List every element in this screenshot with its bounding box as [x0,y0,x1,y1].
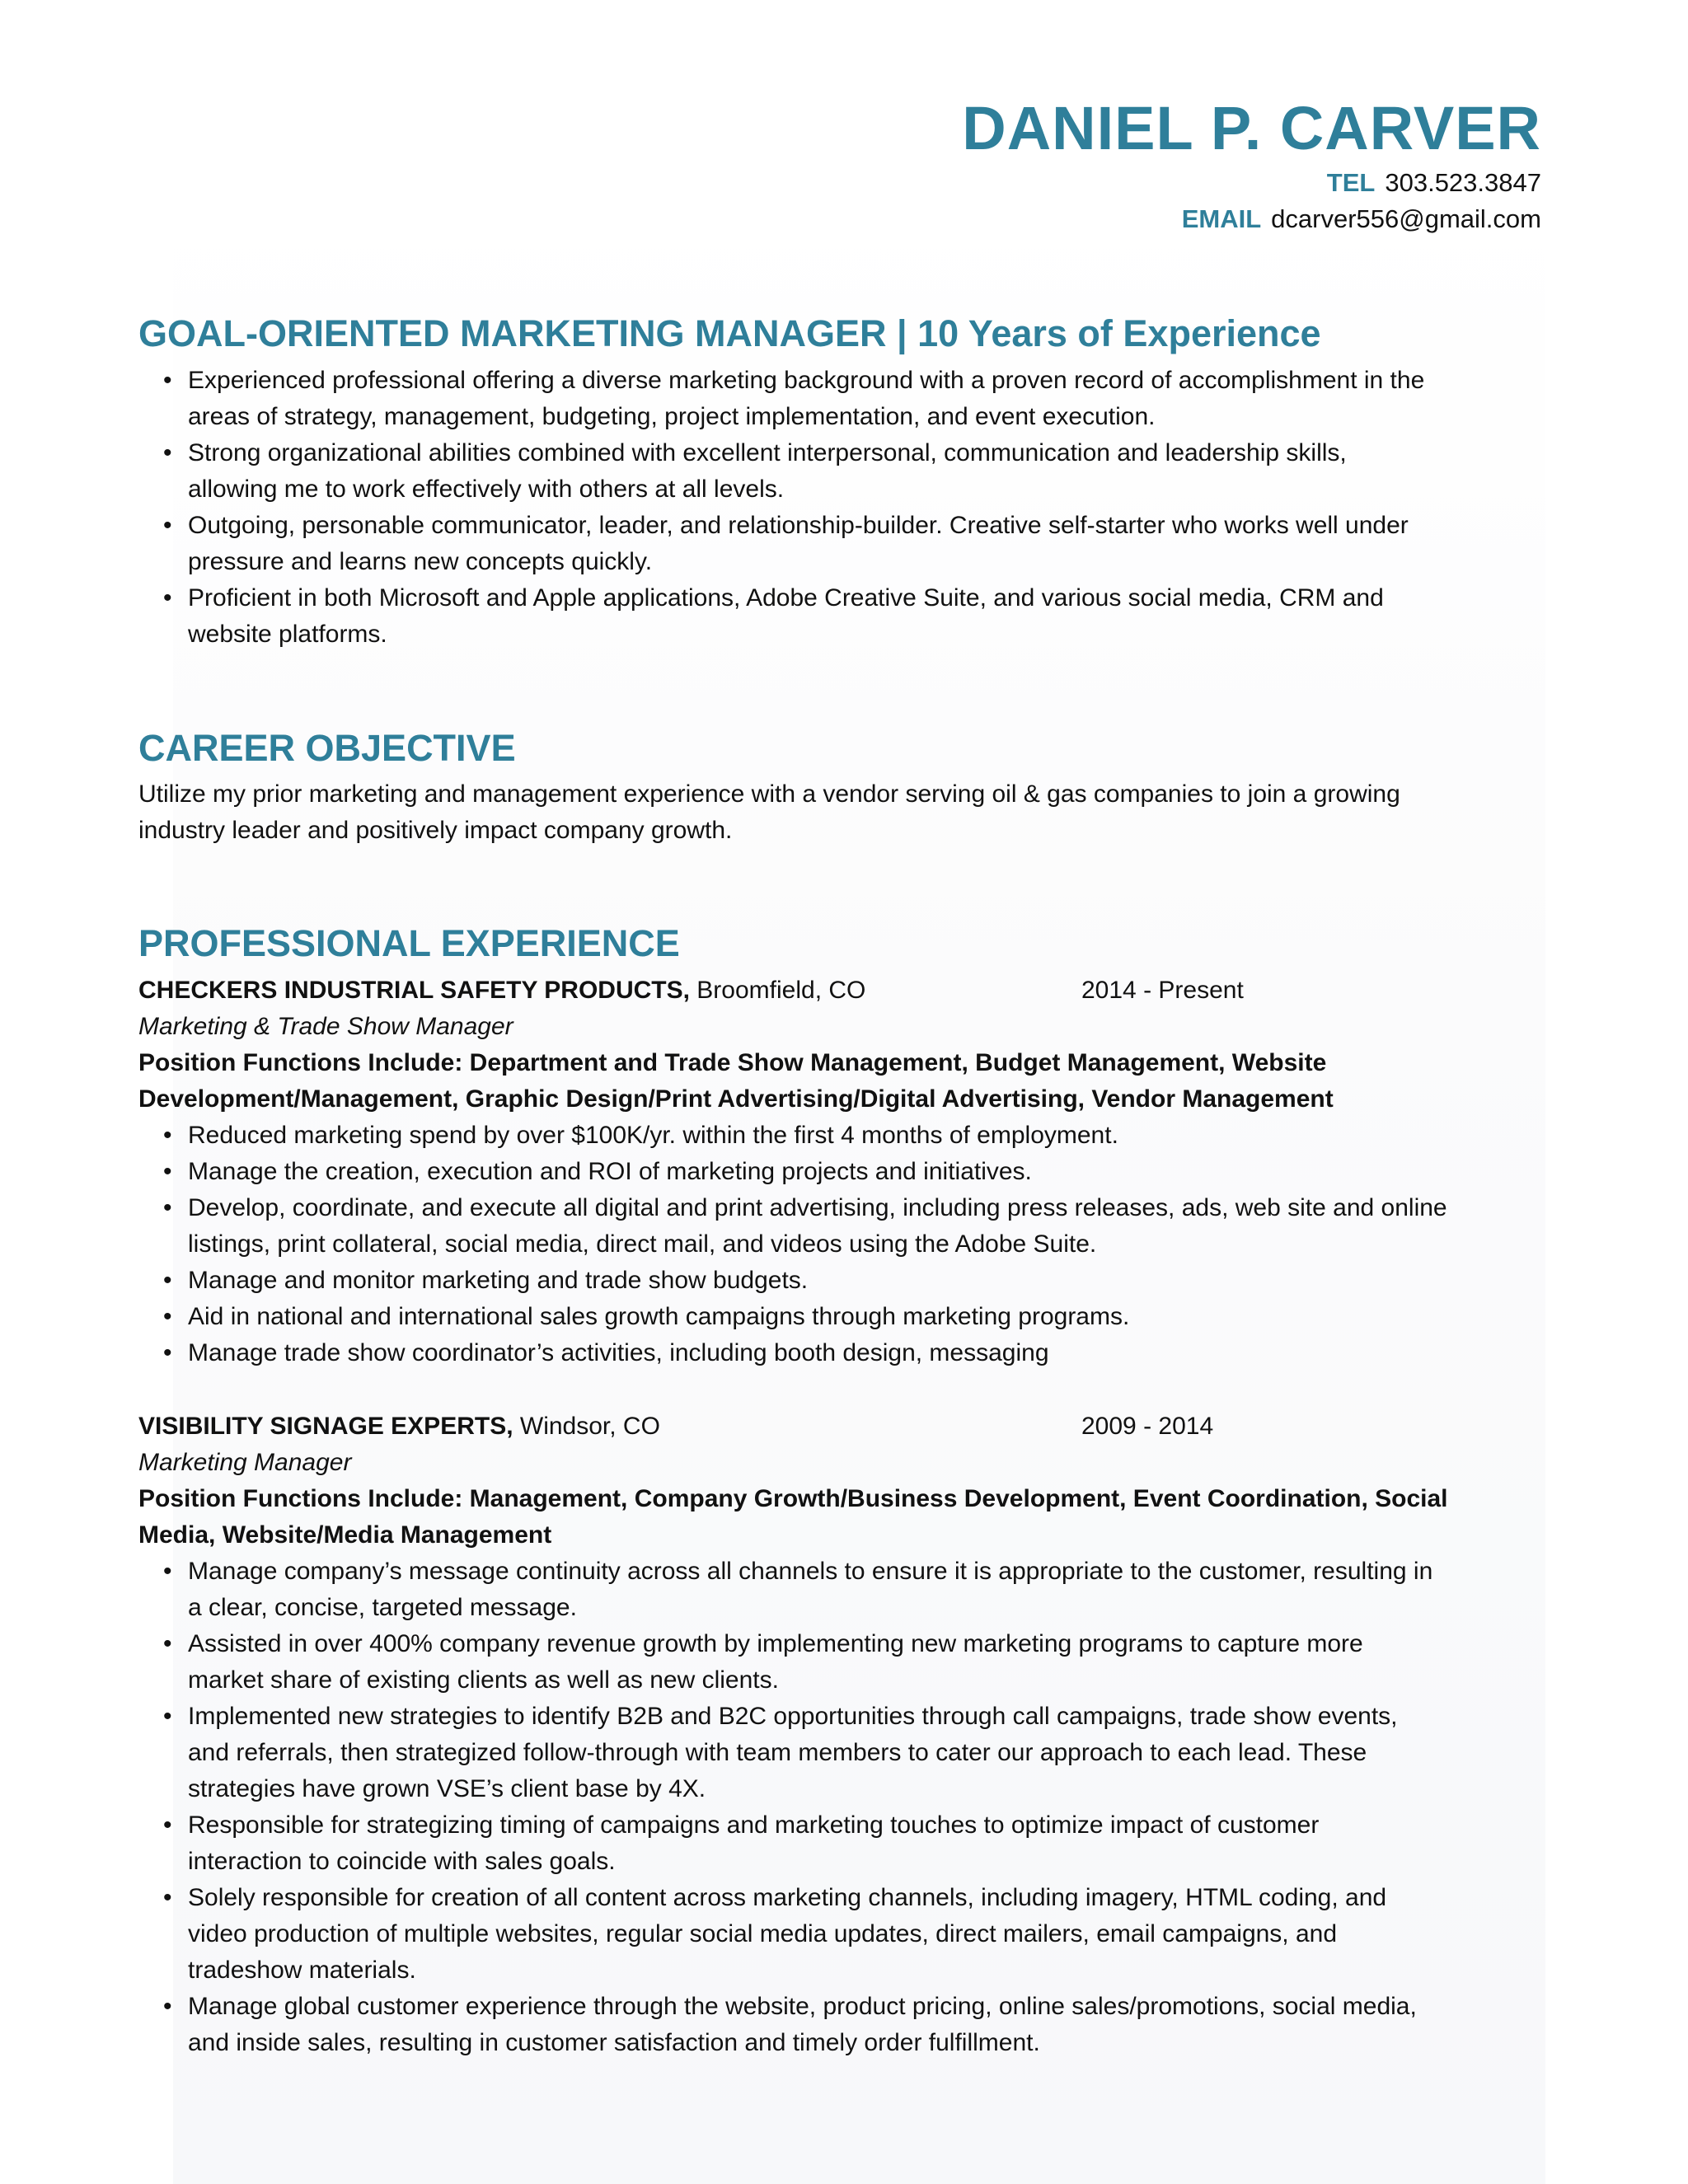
job-title: Marketing Manager [138,1449,352,1476]
summary-heading: GOAL-ORIENTED MARKETING MANAGER | 10 Years of Experience [138,312,1321,354]
list-item: • Responsible for strategizing timing of campaigns and marketing touches to optimize impact of customer interaction to coincide with sales goals. [188,1807,1548,1880]
job-location: Broomfield, CO [696,977,866,1004]
job-dates: 2009 - 2014 [1081,1413,1214,1440]
list-item: • Strong organizational abilities combined with excellent interpersonal, communication and leadership skills, allowing me to work effectively with others at all levels. [188,435,1548,508]
list-item: • Implemented new strategies to identify B2B and B2C opportunities through call campaigns, trade show events, and referrals, then strategized follow-through with team members to cater our approach to each lead. These strategies have grown VSE’s client base by 4X. [188,1699,1548,1807]
objective-text: Utilize my prior marketing and management experience with a vendor serving oil & gas companies to join a growing industry leader and positively impact company growth. [138,780,1400,844]
list-item: • Manage the creation, execution and ROI of marketing projects and initiatives. [188,1154,1548,1190]
phone-value: 303.523.3847 [1385,168,1541,197]
list-item: • Manage and monitor marketing and trade show budgets. [188,1263,1548,1299]
job-location: Windsor, CO [519,1413,660,1440]
list-item: • Develop, coordinate, and execute all digital and print advertising, including press releases, ads, web site and online listings, print collateral, social media, direct mail, and videos using the Adobe Suite. [188,1190,1548,1263]
job-header [138,972,1556,1009]
job-dates: 2014 - Present [1081,977,1244,1004]
job-functions: Position Functions Include: Department and Trade Show Management, Budget Management, Website Development/Management, Graphic Design/Print Advertising/Digital Advertising, Vendor Management [138,1049,1334,1113]
email-line [635,201,1541,237]
list-item: • Aid in national and international sales growth campaigns through marketing programs. [188,1299,1548,1335]
list-item: • Experienced professional offering a diverse marketing background with a proven record of accomplishment in the areas of strategy, management, budgeting, project implementation, and event execution. [188,363,1548,435]
job-duties-list [188,1118,1548,1371]
job-header [138,1408,1556,1445]
objective-heading: CAREER OBJECTIVE [138,727,516,769]
resume-header [635,92,1541,237]
list-item: • Manage trade show coordinator’s activities, including booth design, messaging [188,1335,1548,1371]
list-item: • Proficient in both Microsoft and Apple applications, Adobe Creative Suite, and various social media, CRM and website platforms. [188,580,1548,653]
candidate-name: DANIEL P. CARVER [962,94,1541,162]
list-item: • Manage company’s message continuity across all channels to ensure it is appropriate to the customer, resulting in a clear, concise, targeted message. [188,1554,1548,1626]
summary-list [188,363,1548,653]
list-item: • Manage global customer experience through the website, product pricing, online sales/promotions, social media, and inside sales, resulting in customer satisfaction and timely order fulfillment. [188,1989,1548,2061]
experience-heading: PROFESSIONAL EXPERIENCE [138,922,680,964]
email-value: dcarver556@gmail.com [1271,204,1541,233]
job-functions: Position Functions Include: Management, Company Growth/Business Development, Event Coordination, Social Media, Website/Media Management [138,1485,1448,1549]
job-company: CHECKERS INDUSTRIAL SAFETY PRODUCTS, [138,977,690,1004]
job-duties-list [188,1554,1548,2061]
list-item: • Outgoing, personable communicator, leader, and relationship-builder. Creative self-starter who works well under pressure and learns new concepts quickly. [188,508,1548,580]
list-item: • Solely responsible for creation of all content across marketing channels, including imagery, HTML coding, and video production of multiple websites, regular social media updates, direct mailers, email campaigns, and tradeshow materials. [188,1880,1548,1989]
phone-line [635,165,1541,201]
job-title: Marketing & Trade Show Manager [138,1013,513,1040]
job-company: VISIBILITY SIGNAGE EXPERTS, [138,1413,513,1440]
list-item: • Reduced marketing spend by over $100K/yr. within the first 4 months of employment. [188,1118,1548,1154]
list-item: • Assisted in over 400% company revenue growth by implementing new marketing programs to capture more market share of existing clients as well as new clients. [188,1626,1548,1699]
phone-label: TEL [1326,168,1376,197]
email-label: EMAIL [1181,204,1262,233]
